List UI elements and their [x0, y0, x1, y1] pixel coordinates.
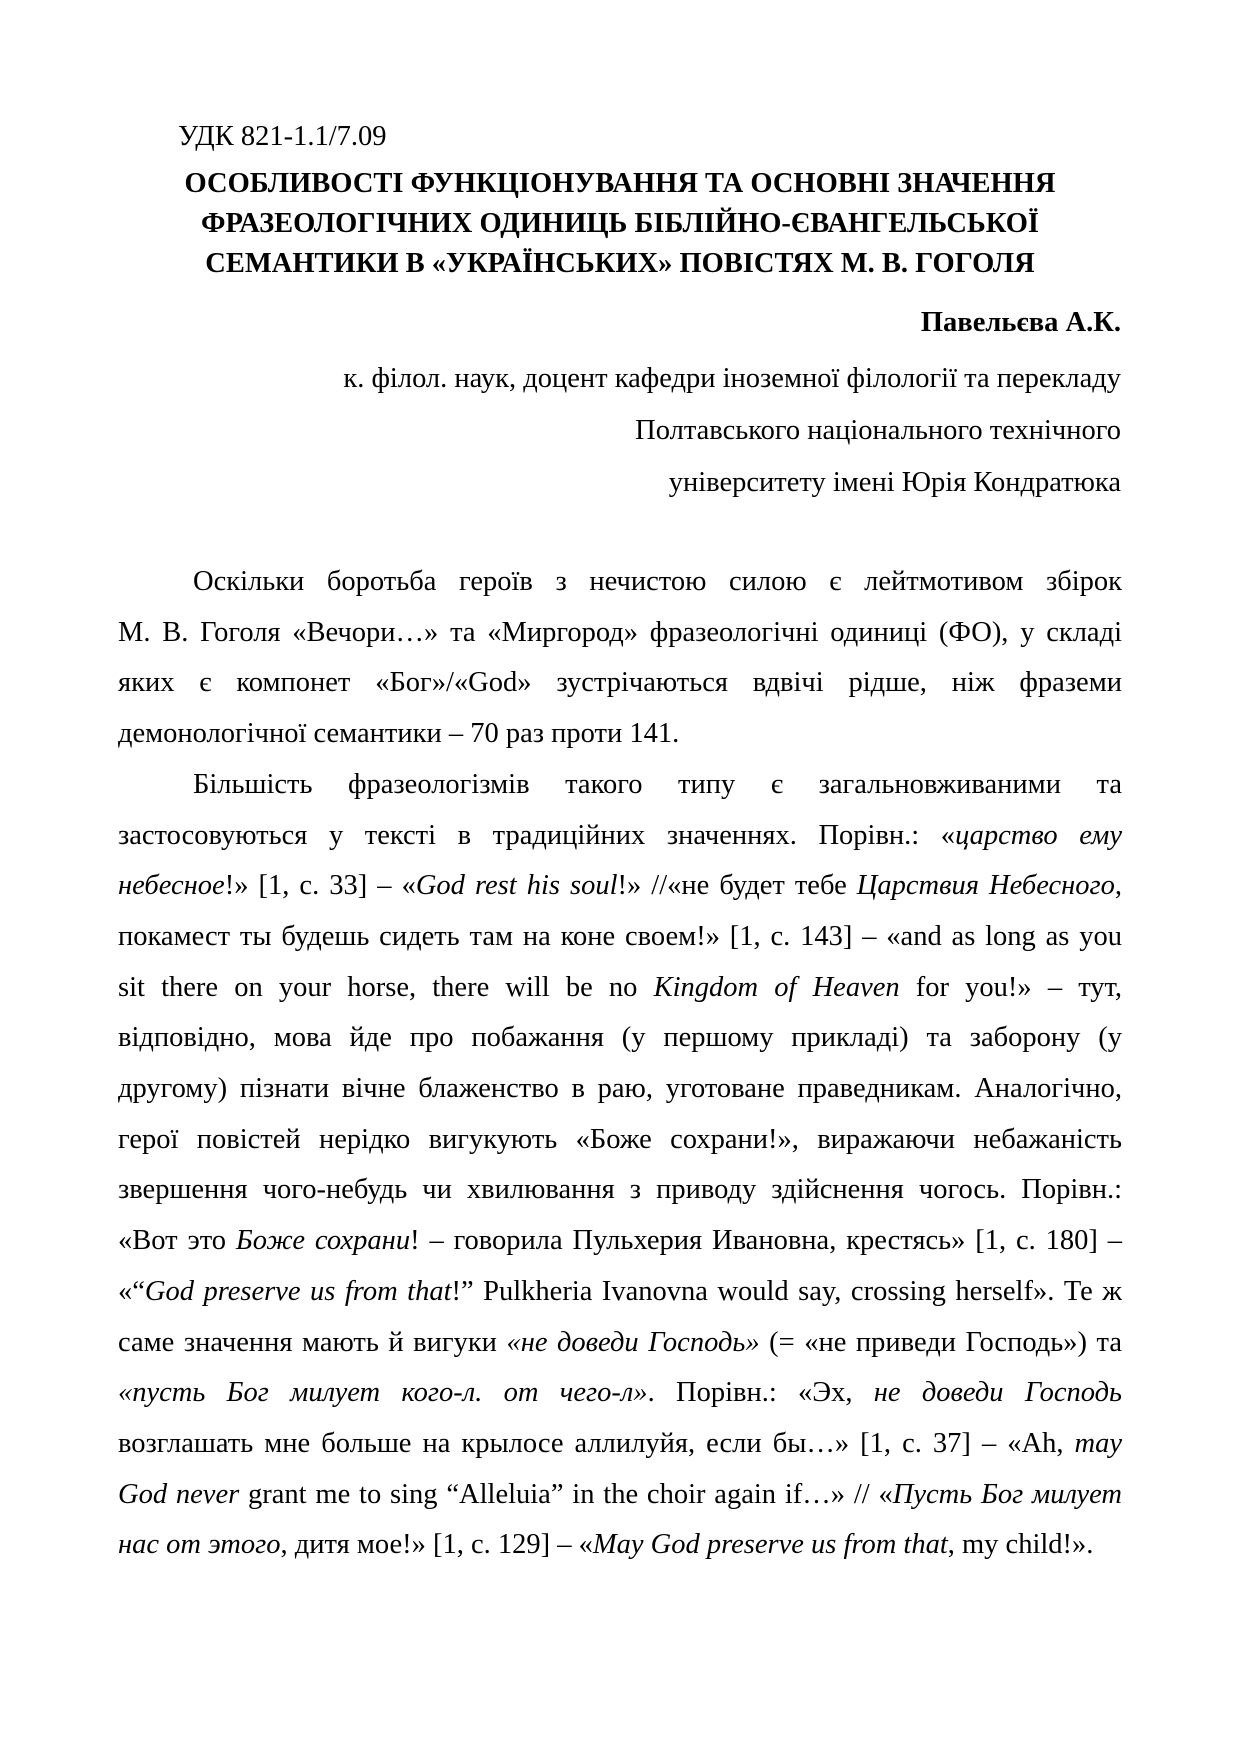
body-line: [118, 912, 1122, 963]
text-run: . Порівн.: «Эх,: [647, 1377, 874, 1409]
text-run: (= «не приведи Господь») та: [759, 1326, 1122, 1358]
text-run: «Вот это: [118, 1225, 236, 1257]
text-run: grant me to sing “Alleluia” in the choir again if…» // «: [239, 1478, 893, 1510]
text-run: !” Pulkheria Ivanovna would say, crossing herself». Те ж: [451, 1275, 1122, 1307]
body-paragraph: [118, 760, 1122, 1571]
text-run: демонологічної семантики – 70 раз проти 141.: [118, 718, 680, 750]
article-body: [118, 557, 1122, 1571]
title-line: ФРАЗЕОЛОГІЧНИХ ОДИНИЦЬ БІБЛІЙНО-ЄВАНГЕЛЬСЬКОЇ: [201, 208, 1039, 239]
text-run: , my child!».: [947, 1529, 1094, 1561]
body-line: [118, 1470, 1122, 1521]
author-name: Павельєва А.К.: [920, 307, 1121, 338]
text-run: Оскільки боротьба героїв з нечистою силою є лейтмотивом збірок: [193, 566, 1122, 597]
italic-phrase: не доведи Господь: [873, 1377, 1122, 1409]
text-run: відповідно, мова йде про побажання (у першому прикладі) та заборону (у: [118, 1022, 1122, 1054]
italic-phrase: may: [1074, 1427, 1122, 1459]
italic-phrase: «не доведи Господь»: [506, 1326, 760, 1358]
text-run: возглашать мне больше на крылосе аллилуйя, если бы…» [1, с. 37] – «Ah,: [118, 1427, 1075, 1459]
body-line: [118, 1267, 1122, 1318]
title-line: ОСОБЛИВОСТІ ФУНКЦІОНУВАННЯ ТА ОСНОВНІ ЗНАЧЕННЯ: [184, 168, 1056, 199]
text-run: другому) пізнати вічне блаженство в раю, уготоване праведникам. Аналогічно,: [118, 1073, 1122, 1105]
text-run: саме значення мають й вигуки: [118, 1326, 507, 1358]
italic-phrase: God rest his soul: [415, 870, 618, 902]
text-run: герої повістей нерідко вигукують «Боже сохрани!», виражаючи небажаність: [118, 1123, 1122, 1155]
italic-phrase: небесное: [118, 870, 225, 902]
body-line: [118, 1013, 1122, 1064]
body-line: [118, 1419, 1122, 1470]
italic-phrase: God preserve us from that: [144, 1275, 452, 1307]
italic-phrase: May God preserve us from that: [592, 1529, 948, 1561]
body-line: [118, 557, 1122, 608]
body-line: [118, 1216, 1122, 1267]
text-run: ,: [1114, 870, 1123, 902]
italic-phrase: царство ему: [955, 819, 1123, 851]
text-run: застосовуються у тексті в традиційних значеннях. Порівн.: «: [118, 819, 956, 851]
body-line: [118, 963, 1122, 1014]
text-run: !» //«не будет тебе: [617, 870, 857, 902]
body-line: [118, 608, 1122, 659]
text-run: звершення чого-небудь чи хвилювання з приводу здійснення чогось. Порівн.:: [118, 1174, 1122, 1206]
body-line: [118, 811, 1122, 862]
body-line: [118, 709, 1122, 760]
italic-phrase: Kingdom of Heaven: [653, 971, 900, 1003]
text-run: sit there on your horse, there will be no: [118, 971, 654, 1003]
affiliation-line: університету імені Юрія Кондратюка: [668, 467, 1121, 498]
author-affiliation: [343, 353, 1121, 509]
body-line: [118, 1115, 1122, 1166]
italic-phrase: God never: [118, 1478, 240, 1510]
affiliation-line: к. філол. наук, доцент кафедри іноземної філології та перекладу: [343, 363, 1121, 394]
text-run: М. В. Гоголя «Вечори…» та «Миргород» фразеологічні одиниці (ФО), у складі: [118, 616, 1122, 648]
italic-phrase: нас от этого: [118, 1529, 281, 1561]
udk-code: УДК 821-1.1/7.09: [178, 121, 387, 152]
body-line: [118, 861, 1122, 912]
body-line: [118, 1064, 1122, 1115]
affiliation-line: Полтавського національного технічного: [635, 415, 1121, 446]
body-line: [118, 760, 1122, 811]
text-run: яких є компонет «Бог»/«God» зустрічаються вдвічі рідше, ніж фраземи: [118, 667, 1122, 699]
body-paragraph: [118, 557, 1122, 760]
text-run: Більшість фразеологізмів такого типу є загальновживаними та: [193, 768, 1122, 800]
body-line: [118, 658, 1122, 709]
text-run: покамест ты будешь сидеть там на коне своем!» [1, с. 143] – «and as long as you: [118, 920, 1122, 952]
title-line: СЕМАНТИКИ В «УКРАЇНСЬКИХ» ПОВІСТЯХ М. В. ГОГОЛЯ: [205, 248, 1035, 279]
text-run: ! – говорила Пульхерия Ивановна, крестясь» [1, с. 180] –: [410, 1225, 1123, 1257]
body-line: [118, 1165, 1122, 1216]
body-line: [118, 1318, 1122, 1369]
text-run: for you!» – тут,: [899, 971, 1122, 1003]
italic-phrase: Боже сохрани: [235, 1225, 411, 1257]
article-title: [118, 164, 1122, 284]
text-run: , дитя мое!» [1, с. 129] – «: [280, 1529, 593, 1561]
italic-phrase: «пусть Бог милует кого-л. от чего-л»: [118, 1377, 648, 1409]
italic-phrase: Пусть Бог милует: [892, 1478, 1123, 1510]
italic-phrase: Царствия Небесного: [856, 870, 1115, 902]
body-line: [118, 1368, 1122, 1419]
body-line: [118, 1520, 1122, 1571]
text-run: !» [1, с. 33] – «: [224, 870, 416, 902]
text-run: «“: [118, 1275, 145, 1307]
